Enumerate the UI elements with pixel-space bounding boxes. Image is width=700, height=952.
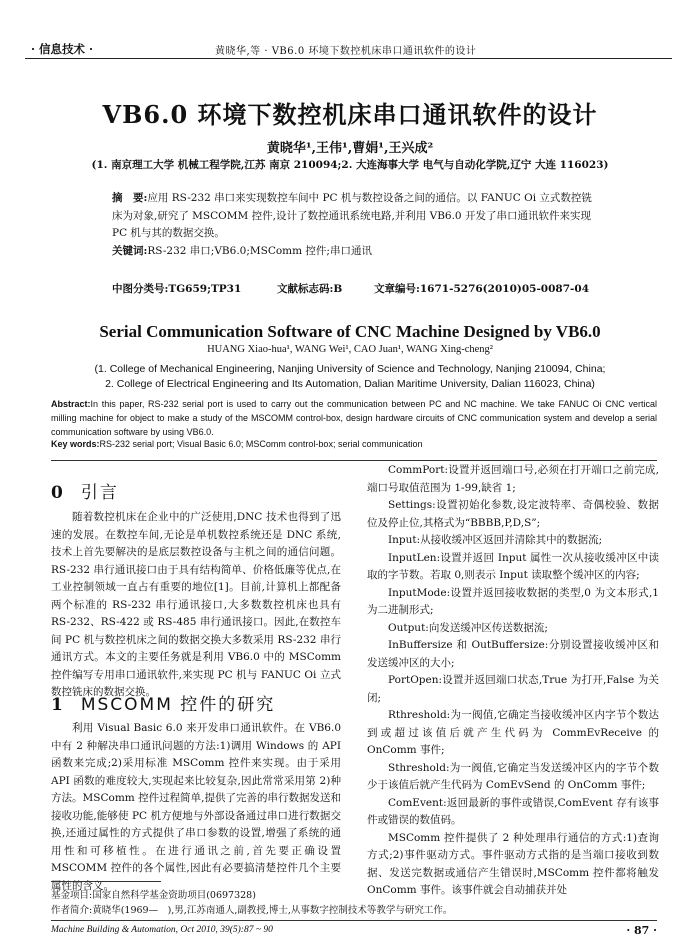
column-label: · 信息技术 · [31,42,94,56]
page-number: · 87 · [626,924,657,937]
english-affiliation-1: (1. College of Mechanical Engineering, Nanjing University of Science and Technology, Nanjing 210094, China; [94,363,606,375]
footnote [51,888,657,918]
property-rthreshold: Rthreshold:为一阀值,它确定当接收缓冲区内字节个数达到或超过该值后就产生代码为 CommEvReceive 的 OnComm 事件; [367,709,659,756]
authors: 黄晓华¹,王伟¹,曹娟¹,王兴成² [266,141,434,156]
section-1-number: 1 [51,695,65,715]
property-settings: Settings:设置初始化参数,设定波特率、奇偶校验、数据位及停止位,其格式为“BBBB,P,D,S”; [367,499,659,529]
english-title: Serial Communication Software of CNC Machine Designed by VB6.0 [99,322,601,341]
keywords-text: RS-232 串口;VB6.0;MSComm 控件;串口通讯 [147,244,372,257]
doc-code: 文献标志码:B [277,283,343,295]
article-number: 文章编号:1671-5276(2010)05-0087-04 [374,283,590,295]
footnote-rule [51,881,161,882]
section-1-heading [51,690,341,715]
property-inputlen: InputLen:设置并返回 Input 属性一次从接收缓冲区中读取的字节数。若取 0,则表示 Input 读取整个缓冲区的内容; [367,551,659,581]
section-0-title: 引言 [80,483,119,503]
english-affiliation [30,362,670,392]
section-1-title: MSCOMM 控件的研究 [80,695,276,715]
comm-modes: MSComm 控件提供了 2 种处理串行通信的方式:1)查询方式;2)事件驱动方式。事件驱动方式指的是当端口接收到数据、发送完数据或通信产生错误时,MSComm 控件都将触发 OnComm 事件。该事件就会自动捕获并处 [367,831,659,896]
english-keywords-text: RS-232 serial port; Visual Basic 6.0; MSComm control-box; serial communication [99,439,423,449]
abstract-label: 摘 要: [112,192,148,204]
english-affiliation-2: 2. College of Electrical Engineering and Its Automation, Dalian Maritime University, Dalian 116023, China) [105,378,595,390]
english-authors: HUANG Xiao-hua¹, WANG Wei¹, CAO Juan¹, WANG Xing-cheng² [207,344,493,355]
running-header [25,38,672,59]
abstract-text: 应用 RS-232 串口来实现数控车间中 PC 机与数控设备之间的通信。以 FANUC Oi 立式数控铣床为对象,研究了 MSCOMM 控件,设计了数控通讯系统电路,并利用 VB6.0 开发了串口通讯软件来实现 PC 机与其的数据交换。 [112,192,592,239]
intro-paragraph [51,509,341,702]
english-abstract [51,397,657,439]
english-keywords-label: Key words: [51,439,100,449]
intro-text: 随着数控机床在企业中的广泛使用,DNC 技术也得到了迅速的发展。在数控车间,无论是单机数控系统还是 DNC 系统,技术上首先要解决的是底层数控设备与主机之间的通信问题。RS-232 串行通讯接口由于具有结构简单、价格低廉等优点,在工业控制领域一直占有重要的地位[1]。目前,计算机上都配备两个标准的 RS-232 串行通讯接口,大多数数控机床也具有 RS-232、RS-422 或 RS-485 串行通讯接口。因此,在数控车间 PC 机与数控机床之间的数据交换大多数采用 RS-232 串行通讯方式。本文的主要任务就是利用 VB6.0 中的 MSComm 控件编写专用串口通讯软件,来实现 PC 机与 FANUC Oi 立式数控铣床的数据交换。 [51,511,341,698]
property-input: Input:从接收缓冲区返回并清除其中的数据流; [388,534,603,546]
property-inputmode: InputMode:设置并返回接收数据的类型,0 为文本形式,1 为二进制形式; [367,586,659,616]
property-comevent: ComEvent:返回最新的事件或错误,ComEvent 存有该事件或错误的数值码。 [367,796,659,826]
section-0-heading [51,478,341,503]
divider [51,460,657,461]
page-footer [51,920,657,941]
property-portopen: PortOpen:设置并返回端口状态,True 为打开,False 为关闭; [367,674,659,704]
journal-citation: Machine Building & Automation, Oct 2010, 39(5):87 ~ 90 [51,925,273,935]
section-0-number: 0 [51,483,65,503]
author-note: 作者简介:黄晓华(1969— ),男,江苏南通人,副教授,博士,从事数字控制技术等教学与研究工作。 [51,905,453,916]
abstract-cn [112,190,592,260]
fund-note: 基金项目:国家自然科学基金资助项目(0697328) [51,890,256,901]
affiliation: (1. 南京理工大学 机械工程学院,江苏 南京 210094;2. 大连海事大学 电气与自动化学院,辽宁 大连 116023) [91,159,609,171]
right-column [367,462,659,900]
section-1-text: 利用 Visual Basic 6.0 来开发串口通讯软件。在 VB6.0 中有 2 种解决串口通讯问题的方法:1)调用 Windows 的 API 函数来完成;2)采用标准 MSComm 控件来实现。由于采用 API 函数的难度较大,实现起来比较复杂,因此常常采用第 2)种方法。MSComm 控件过程简单,提供了完善的串行数据发送和接收功能,能够使 PC 机方便地与外部设备通过串口进行数据交换,还通过属性的方式提供了串口参数的设置,增强了系统的通用性和可移植性。在进行通讯之前,首先要正确设置 MSCOMM 控件的各个属性,因此有必要搞清楚控件几个主要属性的含义。 [51,722,341,892]
english-keywords [51,439,657,449]
running-title: 黄晓华,等 · VB6.0 环境下数控机床串口通讯软件的设计 [215,46,477,57]
property-commport: CommPort:设置并返回端口号,必须在打开端口之前完成,端口号取值范围为 1-99,缺省 1; [367,464,659,494]
property-output: Output:向发送缓冲区传送数据流; [388,621,548,634]
keywords-label: 关键词: [112,244,148,257]
property-buffersize: InBuffersize 和 OutBuffersize:分别设置接收缓冲区和发送缓冲区的大小; [367,639,659,669]
section-1-paragraph [51,720,341,895]
english-abstract-label: Abstract: [51,399,91,409]
paper-title: VB6.0 环境下数控机床串口通讯软件的设计 [102,100,598,129]
clc-number: 中图分类号:TG659;TP31 [112,283,242,295]
property-sthreshold: Sthreshold:为一阀值,它确定当发送缓冲区内的字节个数少于该值后就产生代码为 ComEvSend 的 OnComm 事件; [367,761,659,791]
english-abstract-text: In this paper, RS-232 serial port is used to carry out the communication between PC and NC machine. We take FANUC Oi CNC vertical milling machine for object to make a study of the MSCOMM control-box, design hardware circuits of CNC communication system and develop a serial communication software by using VB6.0. [51,399,657,437]
